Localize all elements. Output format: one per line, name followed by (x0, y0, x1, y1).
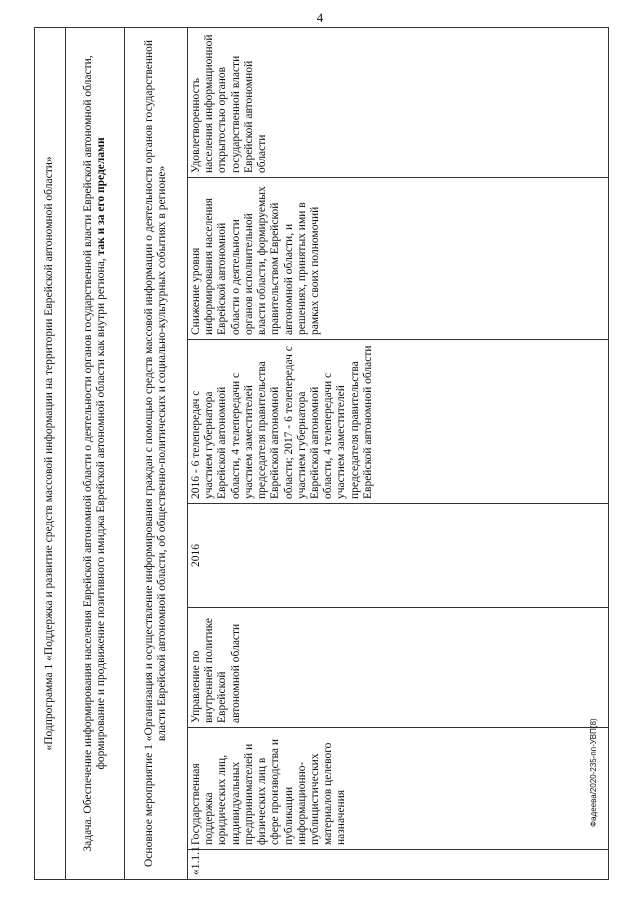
rotated-table-container (34, 28, 609, 880)
subprogram-title: «Подпрограмма 1 «Поддержка и развитие средств массовой информации на территории Еврейской автономной области» (35, 27, 66, 879)
table-row (188, 27, 609, 879)
indicators-2017: 2017 - 6 телепередач с участием губернатора Еврейской автономной области, 4 телепередачи с участием заместителей председателя правительства Еврейской автономной области (282, 345, 374, 499)
task-bold-text: так и за его пределами (95, 137, 107, 256)
main-event-text: Основное мероприятие 1 «Организация и осуществление информирования граждан с помощью средств массовой информации о деятельности органов государственной власти Еврейской автономной области, об общественно-политических и социально-культурных событиях в регионе» (125, 27, 188, 879)
row-number: «1.1.1 (188, 850, 609, 880)
page-number: 4 (316, 10, 324, 25)
row-year: 2016 (188, 504, 609, 608)
subprogram-title-row (35, 27, 66, 879)
rotated-table-wrapper (34, 28, 609, 880)
row-consequences: Снижение уровня информирования населения Еврейской автономной области о деятельности органов исполнительной власти области, формируемых правительством Еврейской автономной области, и решениях, принятых ими в рамках своих полномочий (188, 178, 609, 340)
main-event-row (125, 27, 188, 879)
task-row (66, 27, 125, 879)
footer-code: Фадеева/2020-235-пп-УВП(8) (589, 718, 598, 827)
row-relation: Удовлетворенность населения информационной открытостью органов государственной власти Еврейской автономной области (188, 27, 609, 177)
program-table (34, 27, 609, 880)
indicators-2016: 2016 - 6 телепередач с участием губернатора Еврейской автономной области, 4 телепередачи с участием заместителей председателя правительства Еврейской автономной области; (190, 361, 295, 499)
row-name: Государственная поддержка юридических лиц, индивидуальных предпринимателей и физических лиц в сфере производства и публикации информационно-публицистических материалов целевого назначения (188, 728, 609, 850)
task-cell (66, 27, 125, 879)
row-indicators (188, 340, 609, 504)
task-text: Задача. Обеспечение информирования населения Еврейской автономной области о деятельности органов государственной власти Еврейской автономной области, формирование и продвижение позитивного имиджа Еврейской автономной области как внутри региона, (81, 55, 107, 852)
row-executor: Управление по внутренней политике Еврейской автономной области (188, 608, 609, 728)
